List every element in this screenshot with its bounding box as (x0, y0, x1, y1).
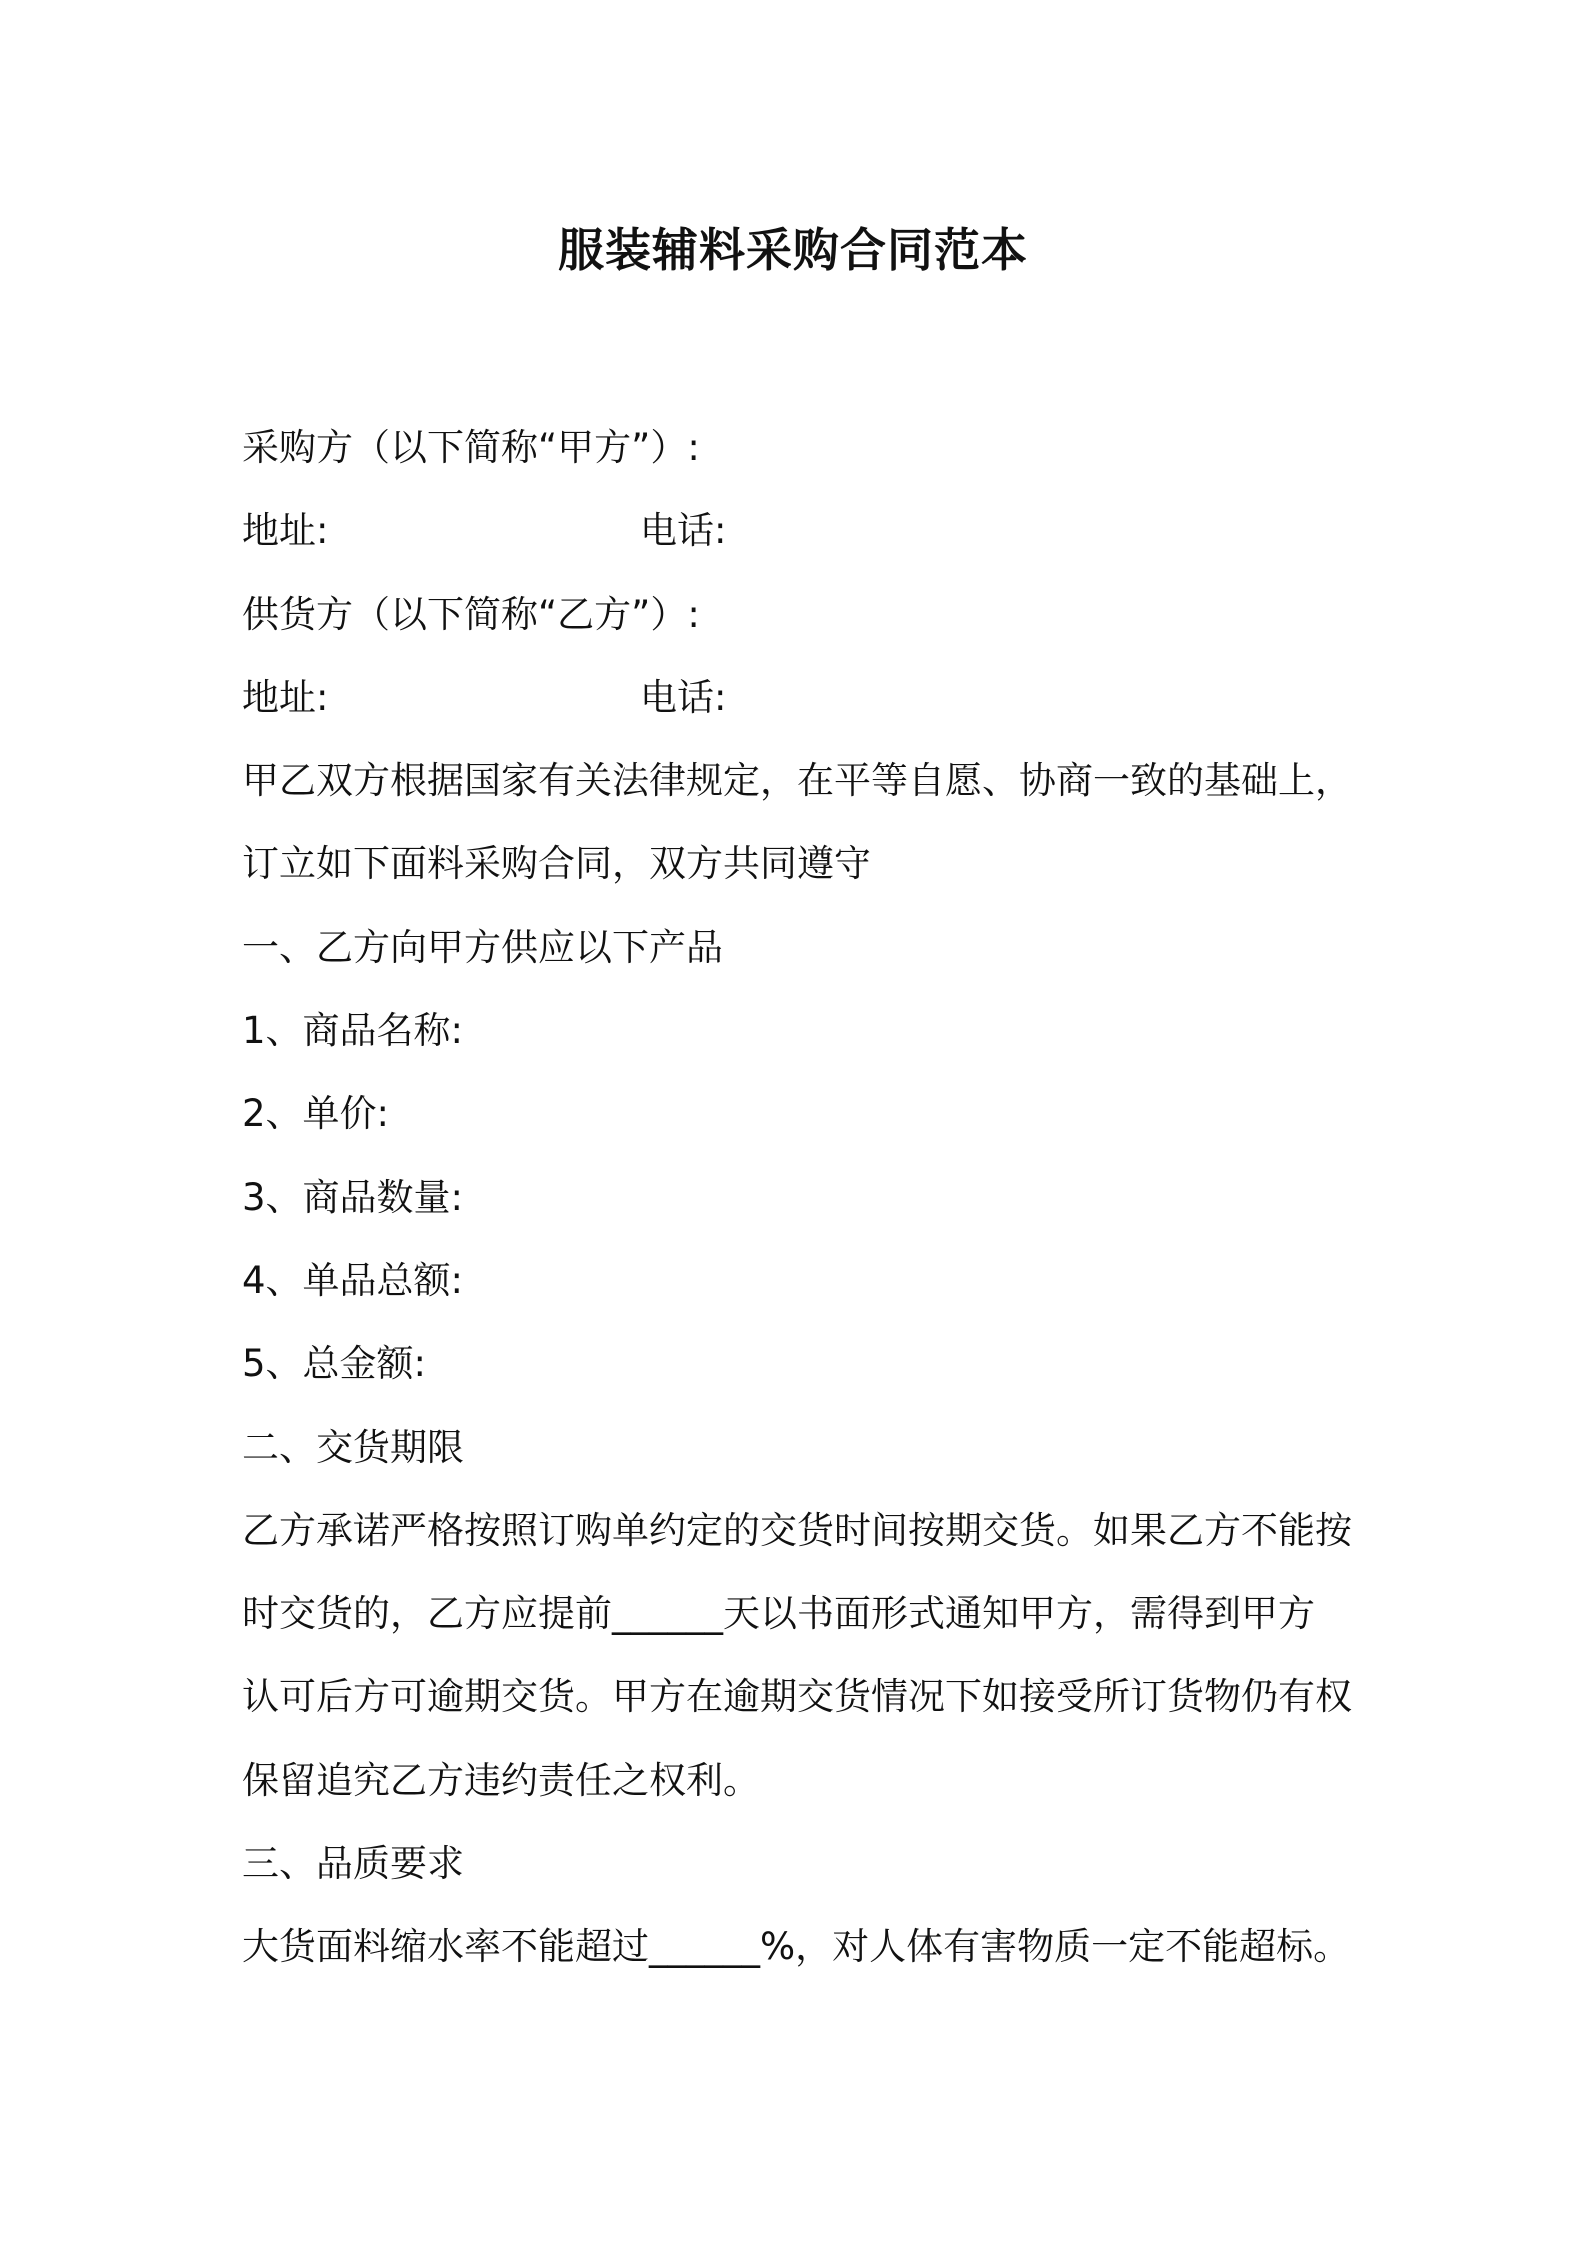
section-2-paragraph (242, 1489, 1372, 1822)
party-a-address-label: 地址: (242, 509, 329, 553)
party-a-phone-label: 电话: (640, 509, 727, 553)
section-1-items (242, 989, 1372, 1405)
intro-paragraph (242, 739, 1372, 906)
party-b-phone-label: 电话: (640, 675, 727, 719)
party-a-contact-row (242, 489, 1372, 572)
section-2-line: 乙方承诺严格按照订购单约定的交货时间按期交货。如果乙方不能按 (242, 1508, 1352, 1552)
section-3-paragraph (242, 1905, 1372, 1988)
section-2-line: 时交货的，乙方应提前______天以书面形式通知甲方，需得到甲方 (242, 1592, 1315, 1636)
party-a-heading: 采购方（以下简称“甲方”）: (242, 426, 700, 469)
section-3-line: 大货面料缩水率不能超过______%，对人体有害物质一定不能超标。 (242, 1925, 1351, 1969)
item-total-item: 4、单品总额: (242, 1258, 464, 1302)
section-2-heading: 二、交货期限 (242, 1425, 464, 1469)
section-2-line: 保留追究乙方违约责任之权利。 (242, 1758, 760, 1802)
intro-line: 甲乙双方根据国家有关法律规定，在平等自愿、协商一致的基础上， (242, 759, 1352, 803)
section-2-line: 认可后方可逾期交货。甲方在逾期交货情况下如接受所订货物仍有权 (242, 1675, 1352, 1719)
grand-total-item: 5、总金额: (242, 1342, 427, 1386)
intro-line: 订立如下面料采购合同，双方共同遵守 (242, 842, 871, 886)
product-name-item: 1、商品名称: (242, 1009, 464, 1053)
party-b-address-label: 地址: (242, 675, 329, 719)
unit-price-item: 2、单价: (242, 1092, 390, 1136)
quantity-item: 3、商品数量: (242, 1175, 464, 1219)
document-title: 服装辅料采购合同范本 (558, 223, 1028, 277)
section-1-heading: 一、乙方向甲方供应以下产品 (242, 925, 723, 969)
section-3-heading: 三、品质要求 (242, 1842, 464, 1886)
party-b-heading: 供货方（以下简称“乙方”）: (242, 592, 700, 636)
party-b-contact-row (242, 656, 1372, 739)
document-body (242, 406, 1372, 1989)
